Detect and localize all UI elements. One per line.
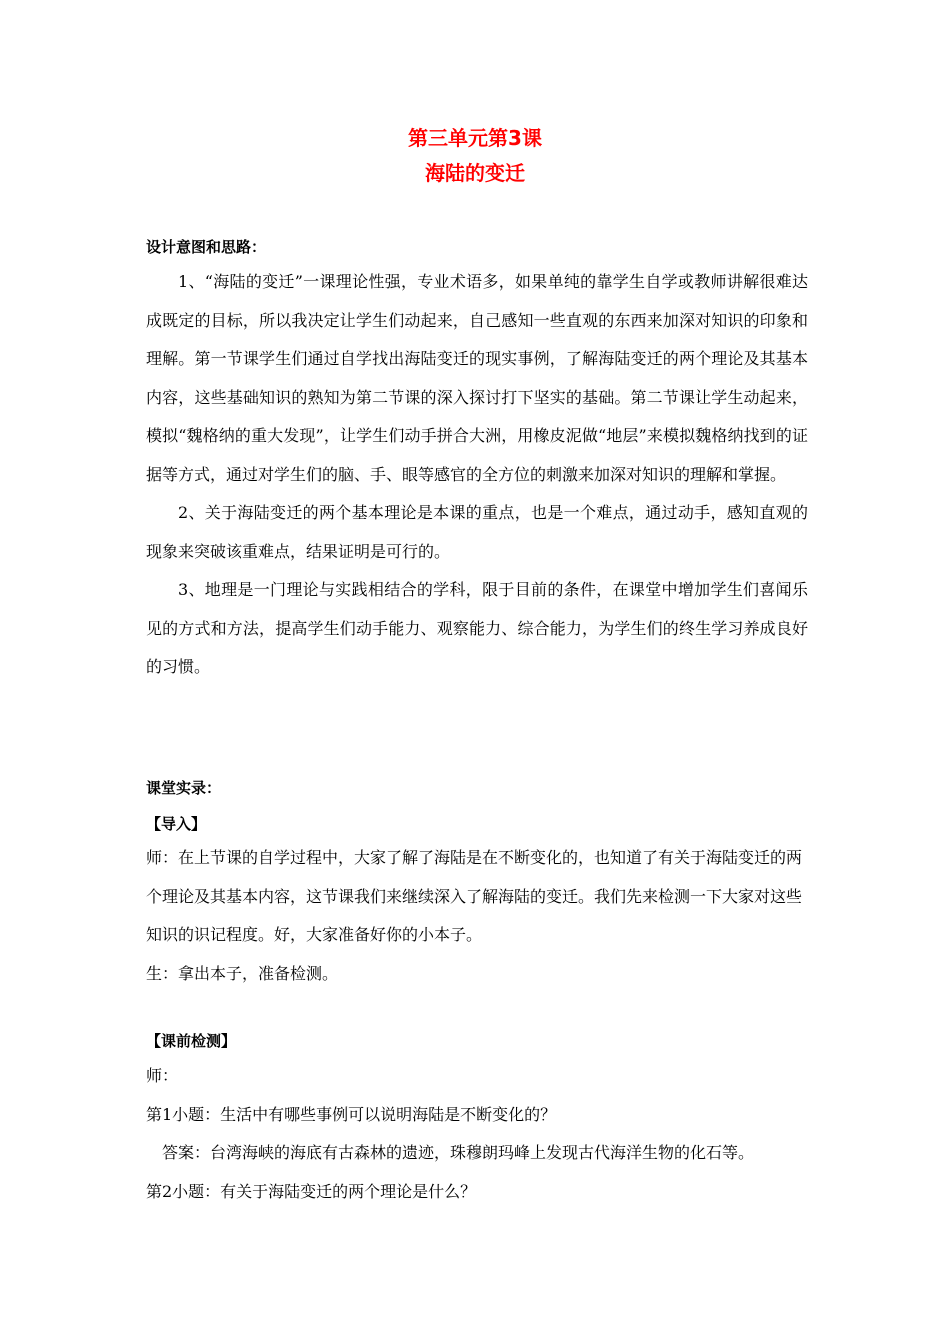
teacher-label: 师：: [146, 1066, 179, 1085]
record-heading: 课堂实录：: [146, 779, 222, 797]
question-1: 第1小题：生活中有哪些事例可以说明海陆是不断变化的？: [146, 1104, 557, 1124]
intro-heading: 【导入】: [146, 815, 207, 833]
design-section: [146, 263, 808, 687]
design-paragraph-2: 2、关于海陆变迁的两个基本理论是本课的重点，也是一个难点，通过动手，感知直观的现象来突破该重难点，结果证明是可行的。: [146, 503, 808, 561]
teacher-intro: 师：在上节课的自学过程中，大家了解了海陆是在不断变化的，也知道了有关于海陆变迁的两个理论及其基本内容，这节课我们来继续深入了解海陆的变迁。我们先来检测一下大家对这些知识的识记程度。好，大家准备好你的小本子。: [146, 848, 803, 944]
intro-section: [146, 839, 808, 993]
intro-heading-block: [146, 813, 808, 834]
record-heading-block: [146, 777, 808, 798]
design-paragraph-3: 3、地理是一门理论与实践相结合的学科，限于目前的条件，在课堂中增加学生们喜闻乐见的方式和方法，提高学生们动手能力、观察能力、综合能力，为学生们的终生学习养成良好的习惯。: [146, 580, 808, 676]
design-heading-block: [146, 236, 808, 257]
design-heading: 设计意图和思路：: [146, 238, 267, 256]
design-paragraph-1: 1、“海陆的变迁”一课理论性强，专业术语多，如果单纯的靠学生自学或教师讲解很难达成既定的目标，所以我决定让学生们动起来，自己感知一些直观的东西来加深对知识的印象和理解。第一节课学生们通过自学找出海陆变迁的现实事例，了解海陆变迁的两个理论及其基本内容，这些基础知识的熟知为第二节课的深入探讨打下坚实的基础。第二节课让学生动起来，模拟“魏格纳的重大发现”，让学生们动手拼合大洲，用橡皮泥做“地层”来模拟魏格纳找到的证据等方式，通过对学生们的脑、手、眼等感官的全方位的刺激来加深对知识的理解和掌握。: [146, 272, 808, 484]
answer-1: 答案：台湾海峡的海底有古森林的遗迹，珠穆朗玛峰上发现古代海洋生物的化石等。: [162, 1143, 755, 1162]
question-2: 第2小题：有关于海陆变迁的两个理论是什么？: [146, 1181, 477, 1201]
check-heading-block: [146, 1030, 808, 1051]
check-section: [146, 1057, 808, 1211]
check-heading: 【课前检测】: [146, 1032, 237, 1050]
lesson-title: 第三单元第3课: [408, 126, 542, 150]
student-reply: 生：拿出本子，准备检测。: [146, 963, 339, 983]
lesson-subtitle: 海陆的变迁: [425, 161, 525, 185]
